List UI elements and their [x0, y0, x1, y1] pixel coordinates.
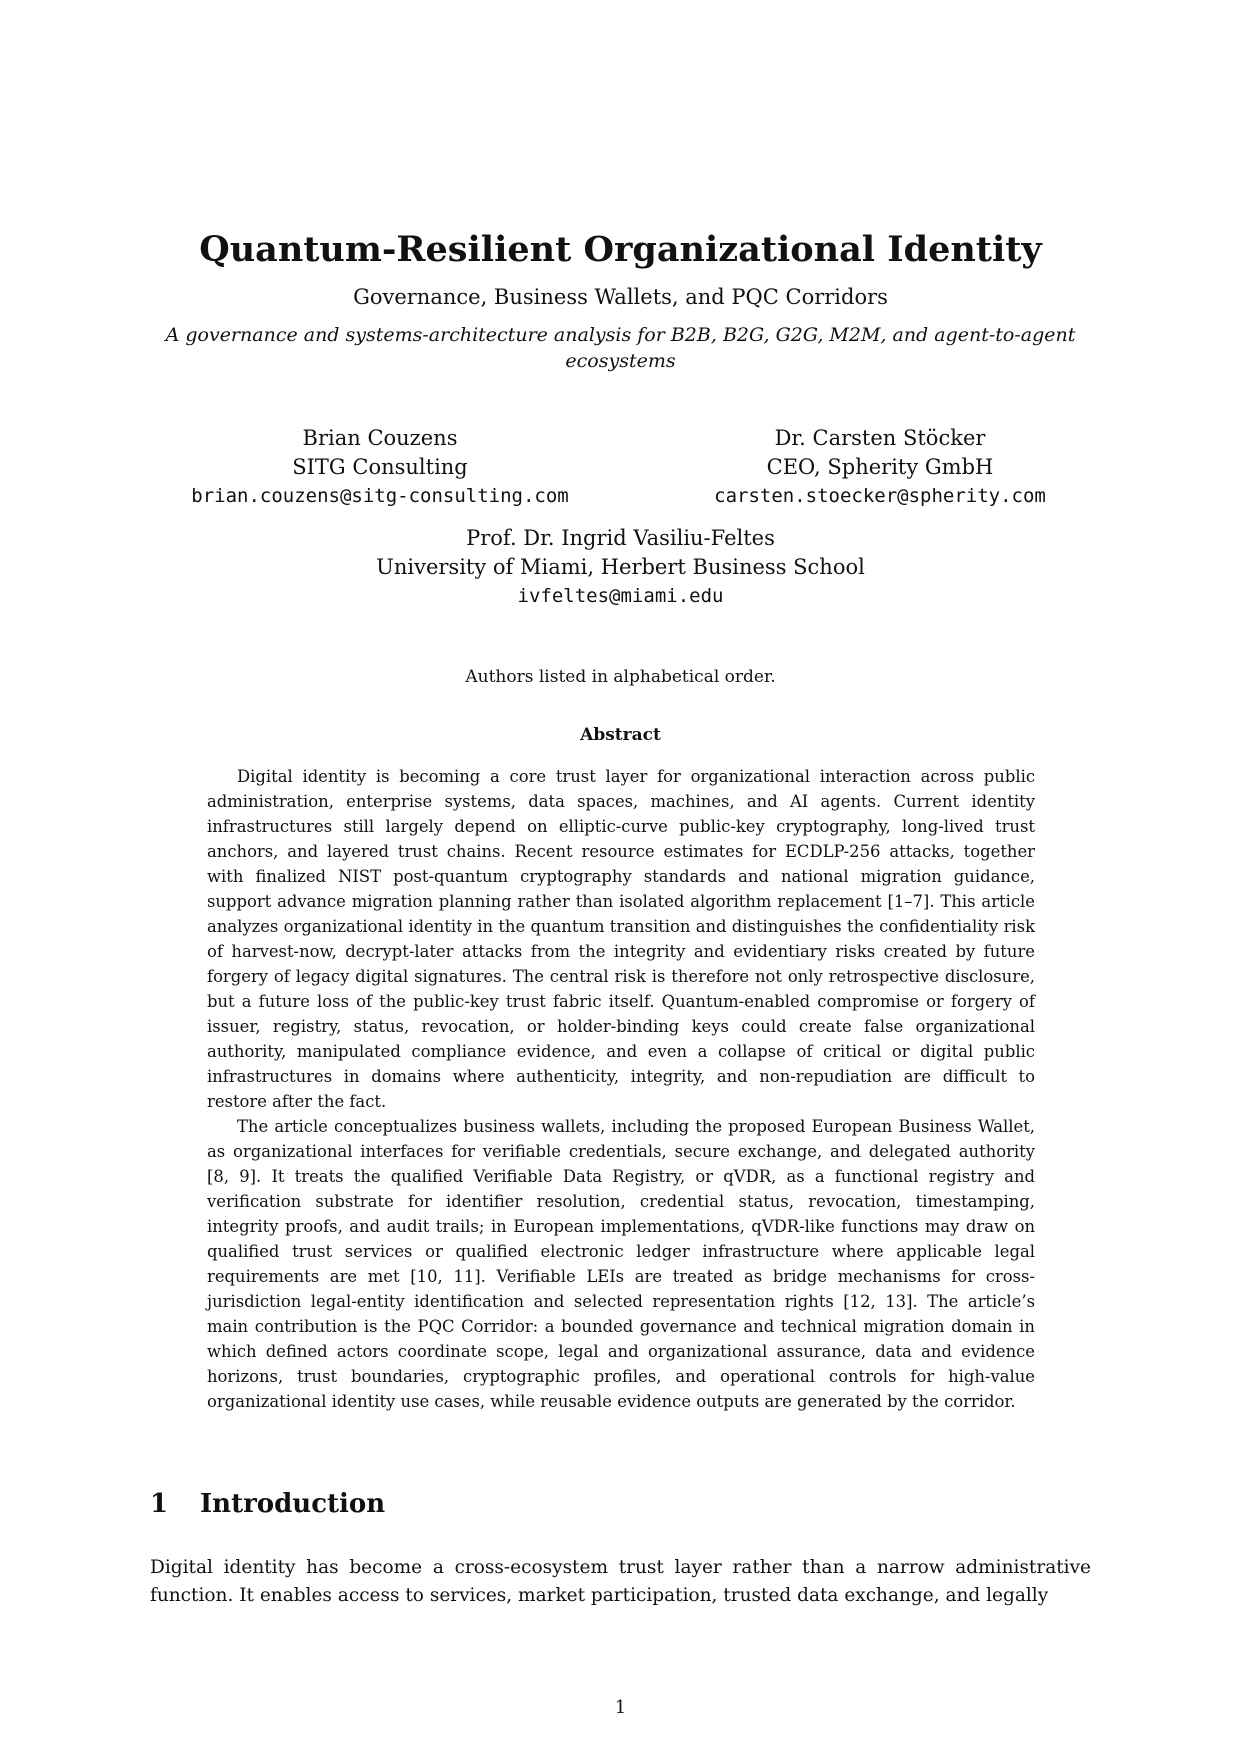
author-affiliation: CEO, Spherity GmbH [766, 455, 994, 479]
author-name: Prof. Dr. Ingrid Vasiliu-Feltes [466, 526, 775, 550]
author-affiliation: University of Miami, Herbert Business School [376, 555, 865, 579]
abstract-paragraph: Digital identity is becoming a core trust layer for organizational interaction across public administration, enterprise systems, data spaces, machines, and AI agents. Current identity infrastructures still largely depend on elliptic-curve public-key cryptography, long-lived trust anchors, and layered trust chains. Recent resource estimates for ECDLP-256 attacks, together with finalized NIST post-quantum cryptography standards and national migration guidance, support advance migration planning rather than isolated algorithm replacement [1–7]. This article analyzes organizational identity in the quantum transition and distinguishes the confidentiality risk of harvest-now, decrypt-later attacks from the integrity and evidentiary risks created by future forgery of legacy digital signatures. The central risk is therefore not only retrospective disclosure, but a future loss of the public-key trust fabric itself. Quantum-enabled compromise or forgery of issuer, registry, status, revocation, or holder-binding keys could create false organizational authority, manipulated compliance evidence, and even a collapse of critical or digital public infrastructures in domains where authenticity, integrity, and non-repudiation are difficult to restore after the fact. [207, 767, 1035, 1111]
section-number: 1 [150, 1489, 169, 1519]
abstract-heading: Abstract [580, 725, 661, 745]
author-block [660, 424, 1100, 511]
author-block [160, 424, 600, 511]
author-name: Dr. Carsten Stöcker [774, 426, 986, 450]
paper-subtitle: Governance, Business Wallets, and PQC Corridors [353, 285, 888, 309]
author-email: brian.couzens@sitg-consulting.com [191, 485, 569, 507]
author-block [320, 524, 921, 611]
intro-paragraph: Digital identity has become a cross-ecosystem trust layer rather than a narrow administrative function. It enables access to services, market participation, trusted data exchange, and legally [150, 1557, 1091, 1606]
author-affiliation: SITG Consulting [292, 455, 468, 479]
paper-tagline: A governance and systems-architecture analysis for B2B, B2G, G2G, M2M, and agent-to-agent ecosystems [165, 324, 1076, 372]
abstract-paragraph: The article conceptualizes business wallets, including the proposed European Business Wallet, as organizational interfaces for verifiable credentials, secure exchange, and delegated authority [8, 9]. It treats the qualified Verifiable Data Registry, or qVDR, as a functional registry and verification substrate for identifier resolution, credential status, revocation, timestamping, integrity proofs, and audit trails; in European implementations, qVDR-like functions may draw on qualified trust services or qualified electronic ledger infrastructure where applicable legal requirements are met [10, 11]. Verifiable LEIs are treated as bridge mechanisms for cross-jurisdiction legal-entity identification and selected representation rights [12, 13]. The article’s main contribution is the PQC Corridor: a bounded governance and technical migration domain in which defined actors coordinate scope, legal and organizational assurance, data and evidence horizons, trust boundaries, cryptographic profiles, and operational controls for high-value organizational identity use cases, while reusable evidence outputs are generated by the corridor. [207, 1117, 1035, 1411]
author-email: carsten.stoecker@spherity.com [714, 485, 1046, 507]
paper-title: Quantum-Resilient Organizational Identity [199, 229, 1042, 270]
abstract-body [207, 764, 1035, 1414]
author-order-note: Authors listed in alphabetical order. [465, 667, 776, 687]
author-email: ivfeltes@miami.edu [517, 585, 724, 607]
section-title: Introduction [200, 1489, 386, 1519]
section-heading [150, 1487, 385, 1521]
page-number: 1 [614, 1697, 627, 1718]
author-name: Brian Couzens [302, 426, 458, 450]
